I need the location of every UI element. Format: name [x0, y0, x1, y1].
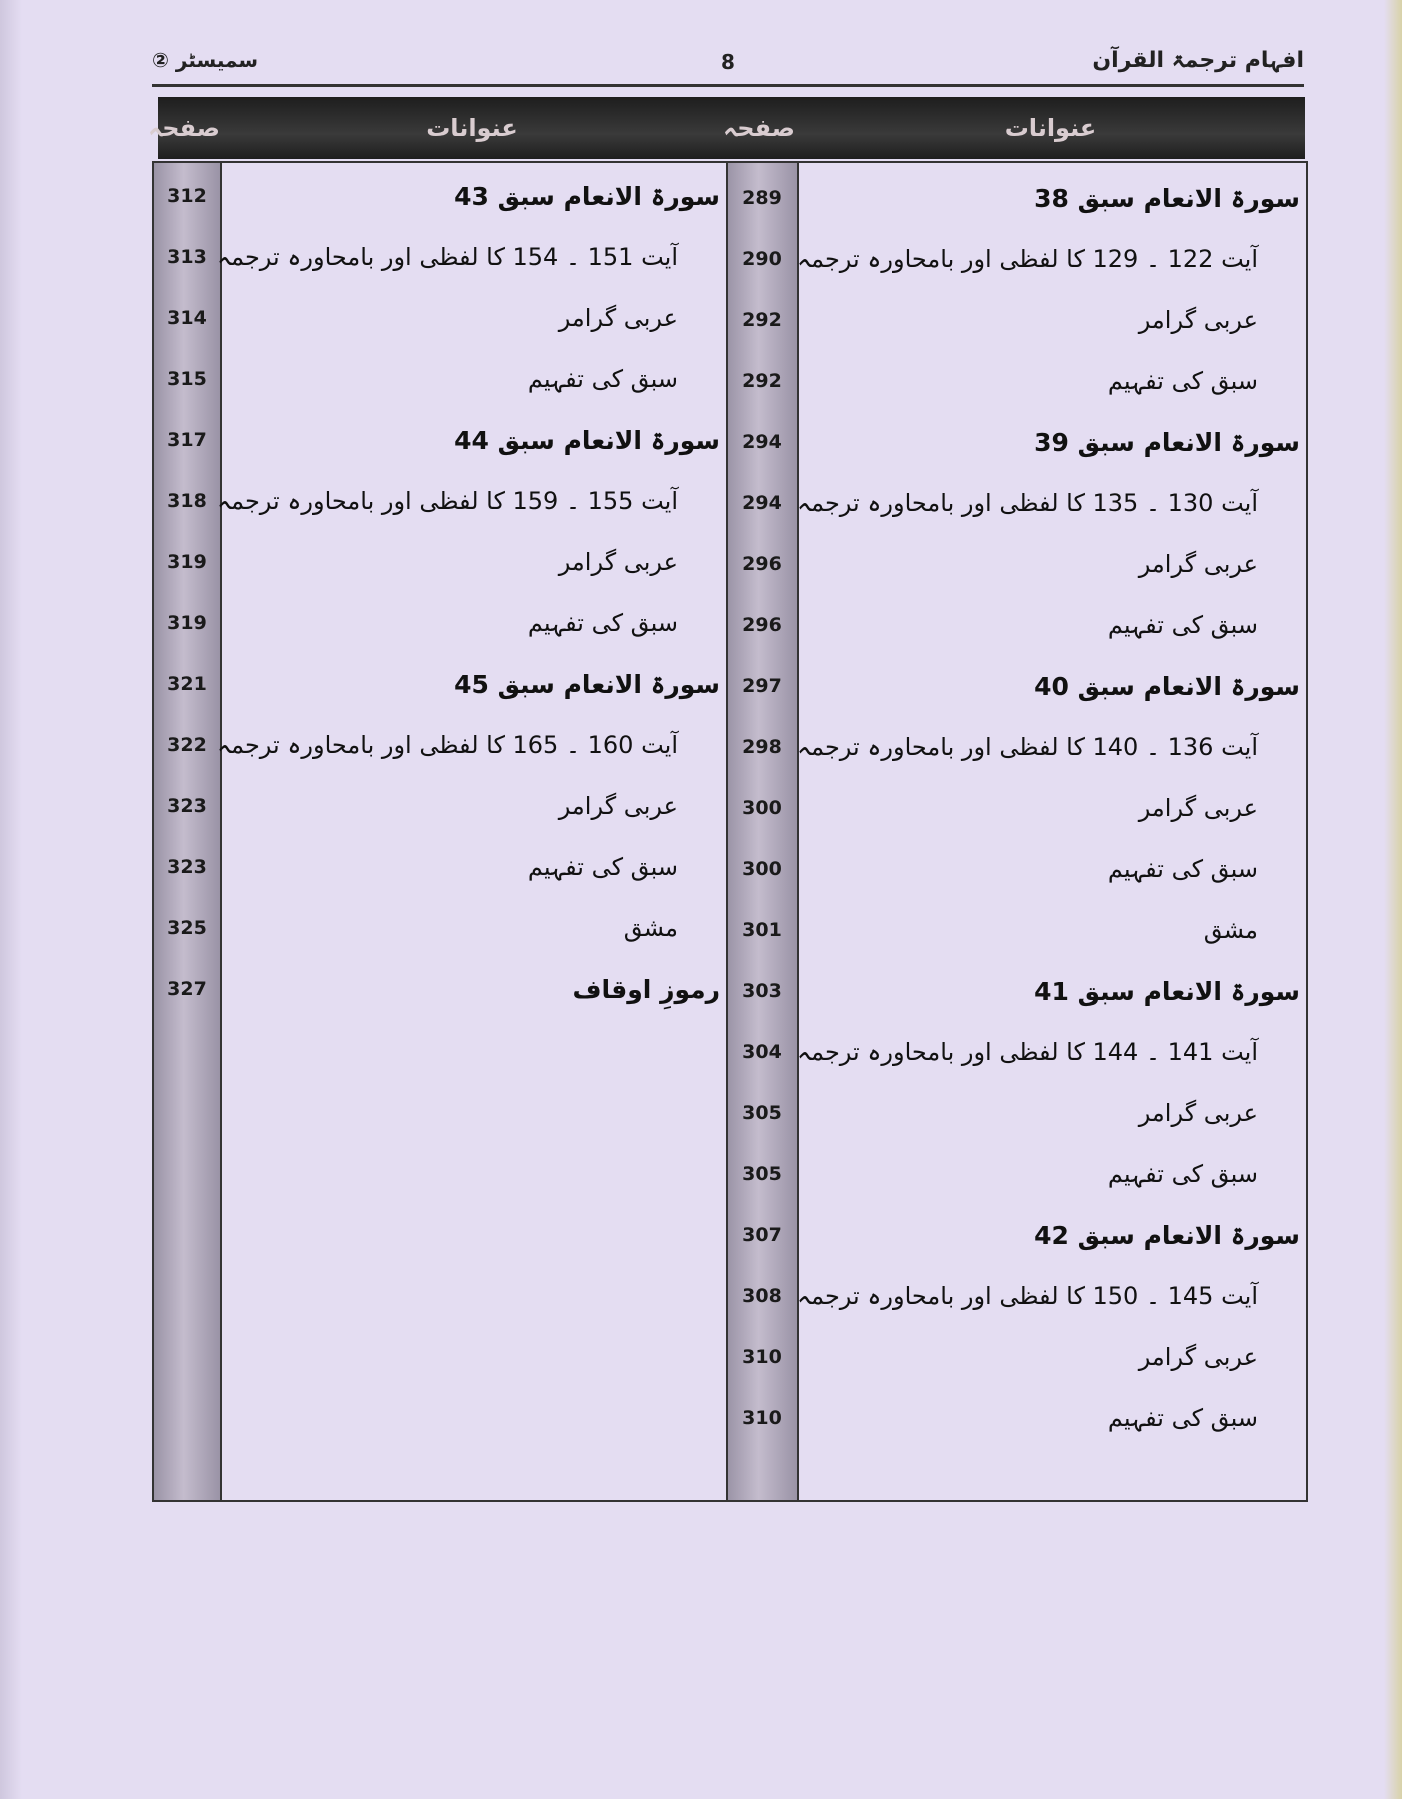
- header-rule: [152, 84, 1304, 87]
- topic-title: سبق کی تفہیم: [1107, 855, 1258, 883]
- page-number-cell: 325: [167, 917, 207, 939]
- page-number-cell: 310: [742, 1346, 782, 1368]
- toc-row: [0, 532, 1402, 593]
- page-number-cell: 305: [742, 1163, 782, 1185]
- toc-row: [0, 959, 1402, 1020]
- page-number-cell: 318: [167, 490, 207, 512]
- page-number-cell: 298: [742, 736, 782, 758]
- topic-title: عربی گرامر: [1138, 794, 1258, 822]
- topic-title: آیت 122 ۔ 129 کا لفظی اور بامحاورہ ترجمہ: [797, 245, 1258, 273]
- book-title: افہام ترجمۃ القرآن: [1092, 48, 1304, 73]
- page-number: 8: [721, 50, 735, 74]
- topic-title: عربی گرامر: [558, 548, 678, 576]
- page-number-cell: 314: [167, 307, 207, 329]
- topic-title: عربی گرامر: [1138, 1343, 1258, 1371]
- lesson-heading: سورۃ الانعام سبق 40: [1034, 672, 1300, 701]
- lesson-heading: سورۃ الانعام سبق 44: [454, 426, 720, 455]
- toc-row: [0, 1205, 1402, 1266]
- toc-row: [0, 471, 1402, 532]
- page-number-cell: 312: [167, 185, 207, 207]
- topic-title: آیت 145 ۔ 150 کا لفظی اور بامحاورہ ترجمہ: [797, 1282, 1258, 1310]
- toc-row: [0, 654, 1402, 715]
- lesson-heading: سورۃ الانعام سبق 41: [1034, 977, 1300, 1006]
- lesson-heading: رموزِ اوقاف: [572, 975, 720, 1004]
- page-number-cell: 319: [167, 551, 207, 573]
- page-number-cell: 323: [167, 856, 207, 878]
- toc-row: [0, 1388, 1402, 1449]
- toc-row: [0, 593, 1402, 654]
- semester-label: سمیسٹر ②: [152, 48, 259, 72]
- topic-title: آیت 160 ۔ 165 کا لفظی اور بامحاورہ ترجمہ: [217, 731, 678, 759]
- page-number-cell: 297: [742, 675, 782, 697]
- page-number-cell: 300: [742, 858, 782, 880]
- topic-title: عربی گرامر: [558, 792, 678, 820]
- toc-row: [0, 288, 1402, 349]
- toc-row: [0, 1266, 1402, 1327]
- toc-row: [0, 715, 1402, 776]
- table-header-bar: [148, 97, 1305, 159]
- page-number-cell: 300: [742, 797, 782, 819]
- toc-row: [0, 776, 1402, 837]
- page-number-cell: 323: [167, 795, 207, 817]
- lesson-heading: سورۃ الانعام سبق 39: [1034, 428, 1300, 457]
- toc-row: [0, 1083, 1402, 1144]
- page-number-cell: 292: [742, 370, 782, 392]
- page-number-cell: 321: [167, 673, 207, 695]
- topic-title: آیت 141 ۔ 144 کا لفظی اور بامحاورہ ترجمہ: [797, 1038, 1258, 1066]
- page-number-cell: 315: [167, 368, 207, 390]
- page-number-cell: 307: [742, 1224, 782, 1246]
- topic-title: عربی گرامر: [1138, 306, 1258, 334]
- topic-title: سبق کی تفہیم: [1107, 367, 1258, 395]
- toc-row: [0, 410, 1402, 471]
- topic-title: عربی گرامر: [1138, 1099, 1258, 1127]
- topic-title: سبق کی تفہیم: [527, 853, 678, 881]
- page-number-cell: 296: [742, 614, 782, 636]
- left-title-col-header: عنوانات: [426, 114, 518, 142]
- page-number-cell: 301: [742, 919, 782, 941]
- page-number-cell: 308: [742, 1285, 782, 1307]
- left-page-col-header: صفحہ: [148, 114, 220, 142]
- lesson-heading: سورۃ الانعام سبق 42: [1034, 1221, 1300, 1250]
- page-number-cell: 327: [167, 978, 207, 1000]
- page-header: [152, 44, 1304, 86]
- topic-title: آیت 130 ۔ 135 کا لفظی اور بامحاورہ ترجمہ: [797, 489, 1258, 517]
- page-number-cell: 290: [742, 248, 782, 270]
- page-number-cell: 294: [742, 492, 782, 514]
- lesson-heading: سورۃ الانعام سبق 45: [454, 670, 720, 699]
- right-title-col-header: عنوانات: [1004, 114, 1097, 142]
- page-number-cell: 317: [167, 429, 207, 451]
- page-number-cell: 292: [742, 309, 782, 331]
- page-number-cell: 310: [742, 1407, 782, 1429]
- toc-row: [0, 349, 1402, 410]
- lesson-heading: سورۃ الانعام سبق 43: [454, 182, 720, 211]
- topic-title: آیت 136 ۔ 140 کا لفظی اور بامحاورہ ترجمہ: [797, 733, 1258, 761]
- toc-row: [0, 837, 1402, 898]
- page-number-cell: 296: [742, 553, 782, 575]
- topic-title: آیت 155 ۔ 159 کا لفظی اور بامحاورہ ترجمہ: [217, 487, 678, 515]
- toc-row: [0, 1144, 1402, 1205]
- page-number-cell: 313: [167, 246, 207, 268]
- toc-row: [0, 898, 1402, 959]
- page-number-cell: 303: [742, 980, 782, 1002]
- toc-row: [0, 227, 1402, 288]
- page-number-cell: 319: [167, 612, 207, 634]
- toc-row: [0, 166, 1402, 227]
- page-number-cell: 289: [742, 187, 782, 209]
- topic-title: سبق کی تفہیم: [527, 609, 678, 637]
- topic-title: سبق کی تفہیم: [1107, 1404, 1258, 1432]
- topic-title: سبق کی تفہیم: [1107, 1160, 1258, 1188]
- topic-title: مشق: [623, 914, 678, 942]
- toc-row: [0, 1327, 1402, 1388]
- lesson-heading: سورۃ الانعام سبق 38: [1034, 184, 1300, 213]
- page-number-cell: 322: [167, 734, 207, 756]
- page-number-cell: 304: [742, 1041, 782, 1063]
- topic-title: سبق کی تفہیم: [1107, 611, 1258, 639]
- topic-title: سبق کی تفہیم: [527, 365, 678, 393]
- topic-title: آیت 151 ۔ 154 کا لفظی اور بامحاورہ ترجمہ: [217, 243, 678, 271]
- toc-row: [0, 1022, 1402, 1083]
- right-page-col-header: صفحہ: [723, 114, 795, 142]
- topic-title: عربی گرامر: [1138, 550, 1258, 578]
- topic-title: مشق: [1203, 916, 1258, 944]
- page-number-cell: 294: [742, 431, 782, 453]
- topic-title: عربی گرامر: [558, 304, 678, 332]
- page-number-cell: 305: [742, 1102, 782, 1124]
